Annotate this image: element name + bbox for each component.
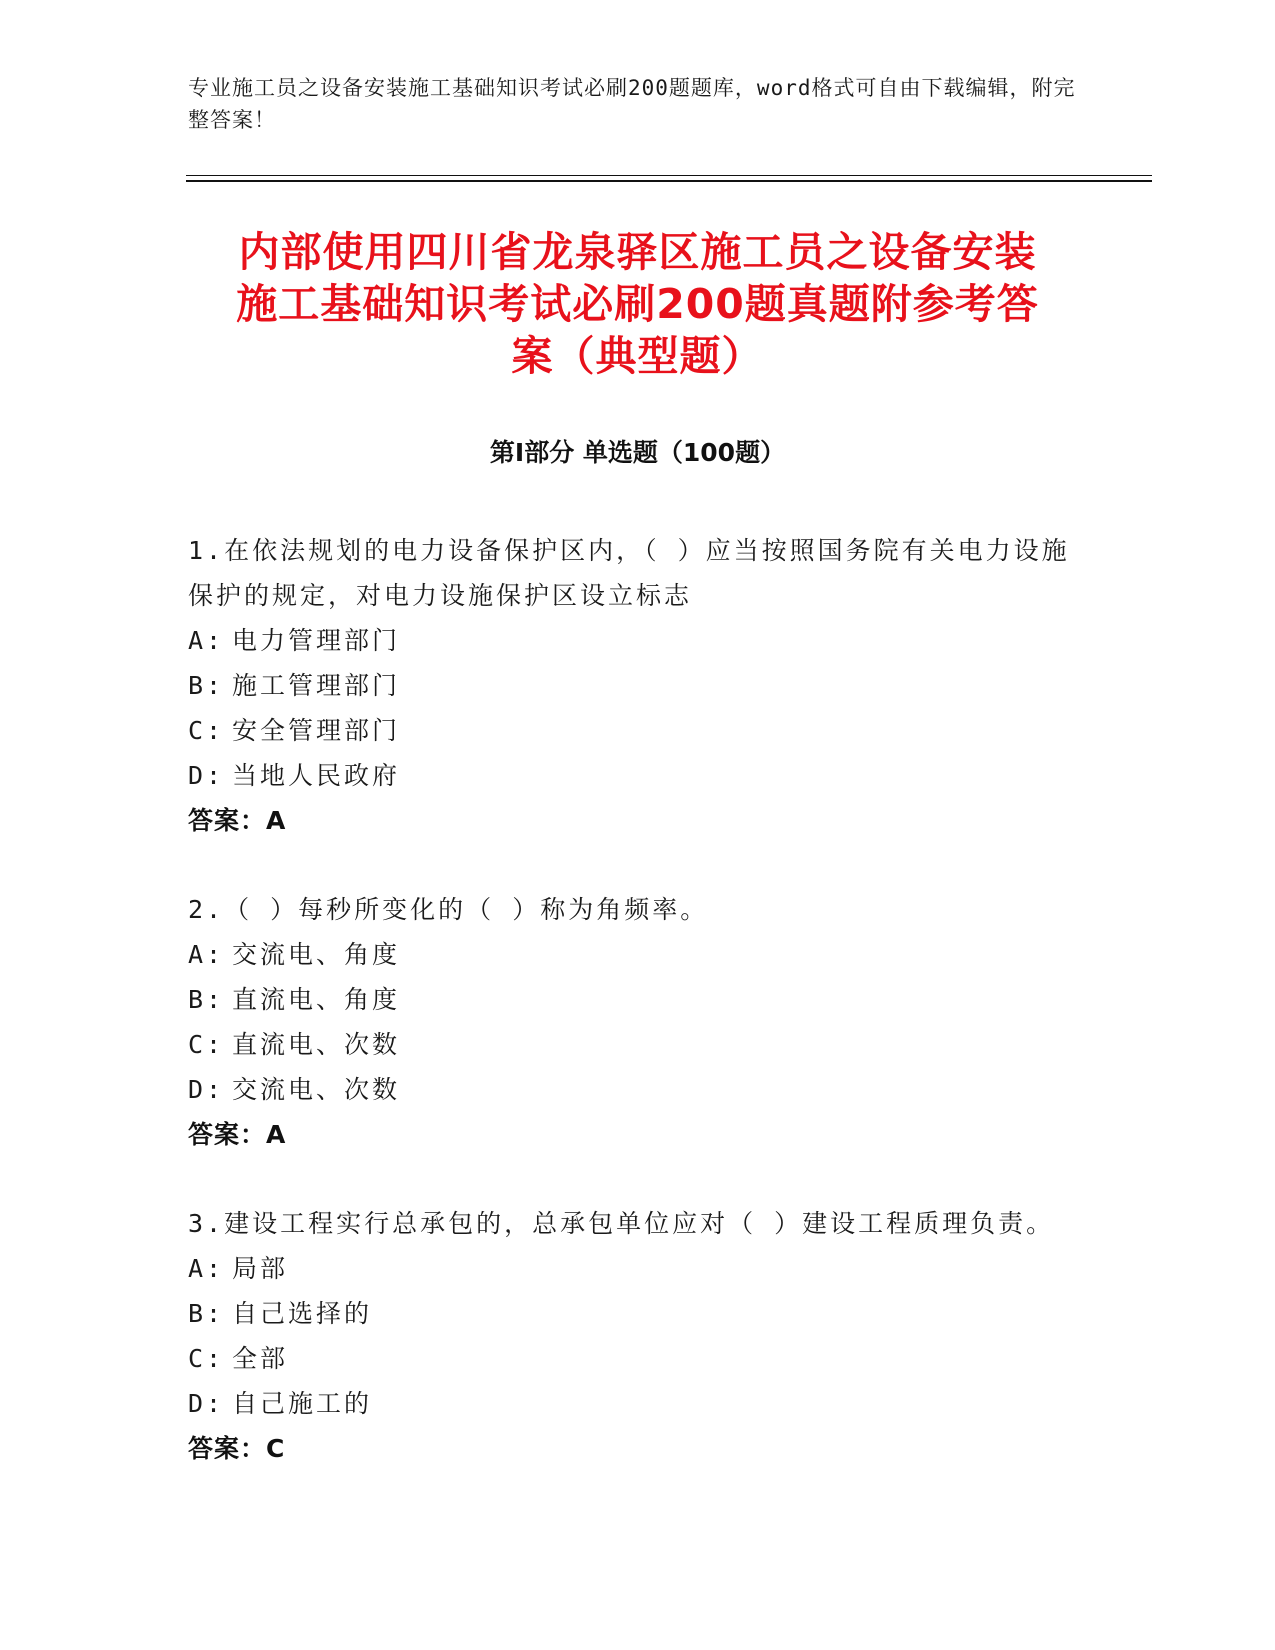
option-text: 电力管理部门 <box>232 626 401 655</box>
option-b <box>188 1291 1088 1336</box>
option-text: 直流电、次数 <box>232 1030 401 1059</box>
answer-label: 答案： <box>188 1120 267 1149</box>
option-text: 交流电、角度 <box>232 940 401 969</box>
option-text: 当地人民政府 <box>232 761 401 790</box>
document-title-line-2: 施工基础知识考试必刷200题真题附参考答 <box>236 280 1039 328</box>
answer-value: A <box>266 806 287 835</box>
option-text: 自己施工的 <box>232 1389 373 1418</box>
option-key: D: <box>188 761 225 790</box>
option-d <box>188 1067 1088 1112</box>
question-item <box>188 1201 1088 1471</box>
option-key: C: <box>188 716 225 745</box>
option-key: A: <box>188 626 225 655</box>
section-title: 第Ⅰ部分 单选题（100题） <box>489 438 786 467</box>
option-text: 安全管理部门 <box>232 716 401 745</box>
option-d <box>188 1381 1088 1426</box>
header-divider-thick <box>186 180 1152 182</box>
option-key: D: <box>188 1389 225 1418</box>
option-a <box>188 932 1088 977</box>
document-title-line-3: 案（典型题） <box>511 332 764 380</box>
answer-value: A <box>266 1120 287 1149</box>
option-b <box>188 663 1088 708</box>
option-key: B: <box>188 671 225 700</box>
answer-label: 答案： <box>188 1434 267 1463</box>
question-item <box>188 887 1088 1157</box>
question-stem: 2.（ ）每秒所变化的（ ）称为角频率。 <box>188 895 709 924</box>
option-key: C: <box>188 1030 225 1059</box>
answer-label: 答案： <box>188 806 267 835</box>
document-title-line-1: 内部使用四川省龙泉驿区施工员之设备安装 <box>238 228 1037 276</box>
option-c <box>188 1336 1088 1381</box>
option-text: 自己选择的 <box>232 1299 373 1328</box>
option-key: D: <box>188 1075 225 1104</box>
option-c <box>188 708 1088 753</box>
question-item <box>188 528 1088 843</box>
option-b <box>188 977 1088 1022</box>
option-key: A: <box>188 940 225 969</box>
answer-value: C <box>266 1434 286 1463</box>
header-divider-thin <box>186 175 1152 176</box>
option-text: 施工管理部门 <box>232 671 401 700</box>
option-text: 交流电、次数 <box>232 1075 401 1104</box>
option-a <box>188 1246 1088 1291</box>
question-list <box>188 528 1088 1515</box>
header-note: 专业施工员之设备安装施工基础知识考试必刷200题题库，word格式可自由下载编辑，附完整答案！ <box>188 76 1076 132</box>
option-text: 全部 <box>232 1344 289 1373</box>
document-title <box>150 226 1125 382</box>
option-key: B: <box>188 1299 225 1328</box>
answer-line <box>188 1112 1088 1157</box>
option-c <box>188 1022 1088 1067</box>
answer-line <box>188 1426 1088 1471</box>
question-stem: 3.建设工程实行总承包的，总承包单位应对（ ）建设工程质理负责。 <box>188 1209 1055 1238</box>
option-key: A: <box>188 1254 225 1283</box>
answer-line <box>188 798 1088 843</box>
option-key: B: <box>188 985 225 1014</box>
option-key: C: <box>188 1344 225 1373</box>
option-d <box>188 753 1088 798</box>
question-stem: 1.在依法规划的电力设备保护区内，（ ）应当按照国务院有关电力设施保护的规定，对电力设施保护区设立标志 <box>188 536 1070 610</box>
option-a <box>188 618 1088 663</box>
option-text: 直流电、角度 <box>232 985 401 1014</box>
option-text: 局部 <box>232 1254 289 1283</box>
